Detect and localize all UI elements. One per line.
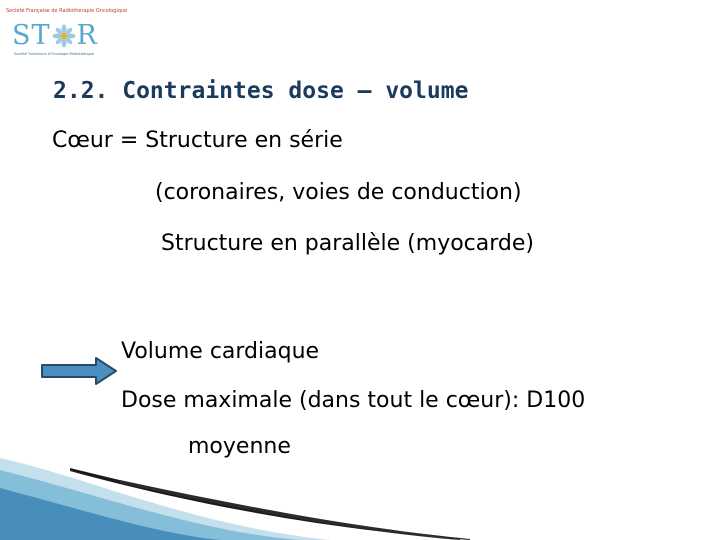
logo-arc-text: Société Française de Radiothérapie Oncologique	[6, 8, 128, 14]
logo-word-right: R	[76, 20, 98, 51]
heart-serial-structure: Cœur = Structure en série	[52, 128, 343, 153]
logo-subtitle: Société Tunisienne d'Oncologie Radiothérapie	[14, 52, 95, 56]
flower-icon	[52, 24, 76, 48]
max-dose: Dose maximale (dans tout le cœur): D100	[121, 388, 586, 413]
parallel-structure: Structure en parallèle (myocarde)	[161, 231, 534, 256]
cardiac-volume: Volume cardiaque	[121, 339, 320, 364]
stor-logo	[6, 8, 128, 60]
serial-structure-details: (coronaires, voies de conduction)	[155, 180, 522, 205]
right-arrow-icon	[40, 356, 118, 386]
decorative-swoosh	[0, 440, 720, 540]
mean-dose: moyenne	[188, 434, 291, 459]
slide-title: 2.2. Contraintes dose – volume	[53, 78, 469, 104]
logo-wordmark	[12, 20, 98, 51]
logo-word-left: ST	[12, 20, 51, 51]
